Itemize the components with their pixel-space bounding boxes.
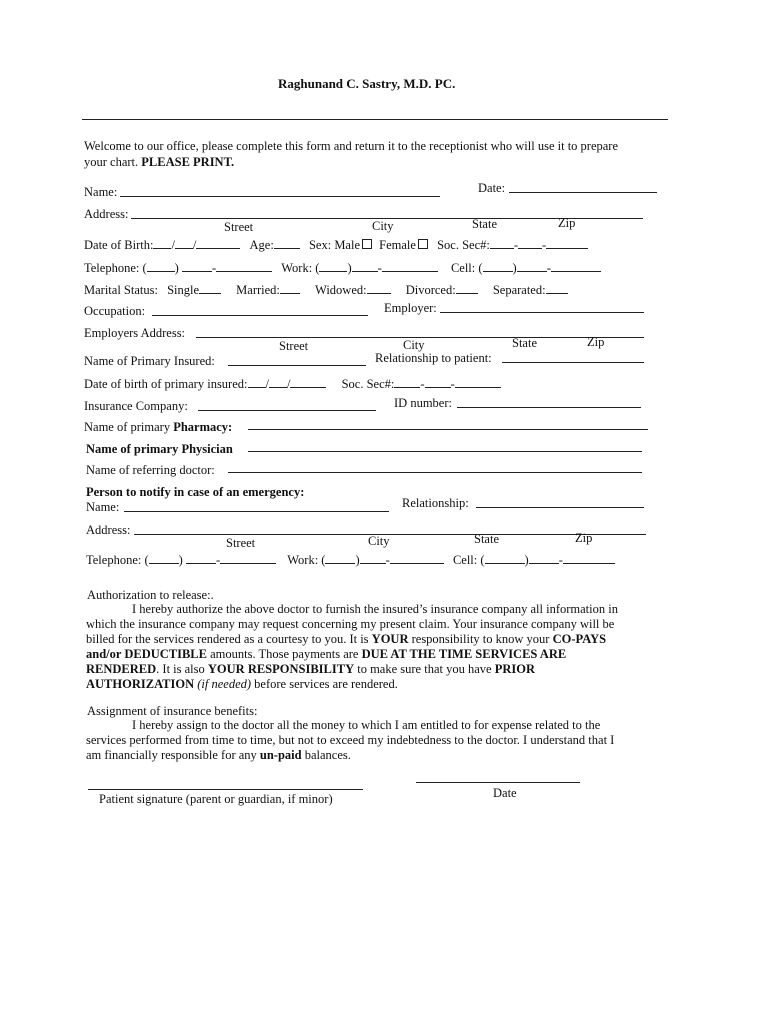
emergency-relationship-label: Relationship: xyxy=(402,496,469,510)
age-field[interactable] xyxy=(274,237,300,249)
pharmacy-label: Name of primary Pharmacy: xyxy=(84,420,233,434)
emp-street-caption: Street xyxy=(279,339,309,353)
assignment-text xyxy=(86,718,671,763)
emergency-address-label: Address: xyxy=(86,523,131,537)
id-number-field[interactable] xyxy=(457,407,641,408)
assign-line: am financially responsible for any un-paid balances. xyxy=(86,748,351,762)
male-checkbox[interactable] xyxy=(362,239,372,249)
cell-prefix-field[interactable] xyxy=(517,260,547,272)
address-label: Address: xyxy=(84,207,129,221)
referring-field[interactable] xyxy=(228,472,642,473)
dob-primary-day-field[interactable] xyxy=(269,376,287,388)
header-divider xyxy=(82,119,668,120)
emp-zip-caption: Zip xyxy=(587,335,605,349)
em-cell-prefix-field[interactable] xyxy=(529,552,559,564)
primary-insured-field[interactable] xyxy=(228,365,366,366)
em-work-prefix-field[interactable] xyxy=(360,552,386,564)
em-phone-prefix-field[interactable] xyxy=(186,552,216,564)
auth-line: RENDERED. It is also YOUR RESPONSIBILITY to make sure that you have PRIOR xyxy=(86,662,535,676)
em-phone-line-field[interactable] xyxy=(220,552,276,564)
relationship-patient-label: Relationship to patient: xyxy=(375,351,492,365)
emp-state-caption: State xyxy=(512,336,537,350)
dob-primary-year-field[interactable] xyxy=(290,376,326,388)
assign-line: I hereby assign to the doctor all the money to which I am entitled to for expense related to the xyxy=(132,718,601,732)
insurance-company-label: Insurance Company: xyxy=(84,399,188,413)
em-work-line-field[interactable] xyxy=(390,552,444,564)
em-city-caption: City xyxy=(368,534,390,548)
em-street-caption: Street xyxy=(226,536,256,550)
auth-line: billed for the services rendered as a courtesy to you. It is YOUR responsibility to know your CO-PAYS xyxy=(86,632,607,646)
dob-month-field[interactable] xyxy=(153,237,171,249)
primary-ssn-part3-field[interactable] xyxy=(455,376,501,388)
primary-insured-label: Name of Primary Insured: xyxy=(84,354,215,368)
zip-caption: Zip xyxy=(558,216,576,230)
referring-label: Name of referring doctor: xyxy=(86,463,215,477)
employer-field[interactable] xyxy=(440,312,644,313)
em-phone-area-field[interactable] xyxy=(149,552,179,564)
patient-signature-label: Patient signature (parent or guardian, if minor) xyxy=(99,792,333,806)
emergency-heading: Person to notify in case of an emergency: xyxy=(86,485,305,499)
work-area-field[interactable] xyxy=(319,260,347,272)
street-caption: Street xyxy=(224,220,254,234)
physician-label: Name of primary Physician xyxy=(86,442,233,456)
name-field[interactable] xyxy=(120,196,440,197)
signature-date-field[interactable] xyxy=(416,782,580,783)
assignment-heading: Assignment of insurance benefits: xyxy=(87,704,258,718)
marital-row: Marital Status: Single Married: Widowed: Divorced: Separated: xyxy=(84,282,568,297)
patient-signature-field[interactable] xyxy=(88,789,363,790)
work-line-field[interactable] xyxy=(382,260,438,272)
separated-field[interactable] xyxy=(546,282,568,294)
dob-row: Date of Birth: / / Age: Sex: Male Female Soc. Sec#: - - xyxy=(84,237,588,252)
insurance-company-field[interactable] xyxy=(198,410,376,411)
auth-line: I hereby authorize the above doctor to furnish the insured’s insurance company all information in xyxy=(132,602,618,616)
dob-day-field[interactable] xyxy=(175,237,193,249)
primary-ssn-part1-field[interactable] xyxy=(394,376,420,388)
divorced-field[interactable] xyxy=(456,282,478,294)
state-caption: State xyxy=(472,217,497,231)
emergency-address-field[interactable] xyxy=(134,534,646,535)
pharmacy-field[interactable] xyxy=(248,429,648,430)
cell-area-field[interactable] xyxy=(483,260,513,272)
cell-line-field[interactable] xyxy=(551,260,601,272)
widowed-field[interactable] xyxy=(367,282,391,294)
single-field[interactable] xyxy=(199,282,221,294)
occupation-label: Occupation: xyxy=(84,304,146,318)
occupation-field[interactable] xyxy=(152,315,368,316)
emp-city-caption: City xyxy=(403,338,425,352)
name-label: Name: xyxy=(84,185,118,199)
date-field[interactable] xyxy=(509,192,657,193)
em-zip-caption: Zip xyxy=(575,531,593,545)
em-cell-area-field[interactable] xyxy=(485,552,525,564)
page-title: Raghunand C. Sastry, M.D. PC. xyxy=(278,76,456,91)
phone-line-field[interactable] xyxy=(216,260,272,272)
intro-line-2: your chart. PLEASE PRINT. xyxy=(84,155,235,169)
emergency-telephone-row: Telephone: ( ) - Work: ( ) - Cell: ( ) - xyxy=(86,552,615,567)
phone-area-field[interactable] xyxy=(147,260,175,272)
dob-primary-month-field[interactable] xyxy=(248,376,266,388)
ssn-part3-field[interactable] xyxy=(546,237,588,249)
id-number-label: ID number: xyxy=(394,396,452,410)
phone-prefix-field[interactable] xyxy=(182,260,212,272)
employer-label: Employer: xyxy=(384,301,437,315)
auth-line: and/or DEDUCTIBLE amounts. Those payments are DUE AT THE TIME SERVICES ARE xyxy=(86,647,567,661)
physician-field[interactable] xyxy=(248,451,642,452)
ssn-part2-field[interactable] xyxy=(518,237,542,249)
primary-ssn-part2-field[interactable] xyxy=(425,376,451,388)
ssn-part1-field[interactable] xyxy=(490,237,514,249)
married-field[interactable] xyxy=(280,282,300,294)
female-checkbox[interactable] xyxy=(418,239,428,249)
authorization-text xyxy=(86,602,671,692)
dob-primary-row: Date of birth of primary insured: / / Soc. Sec#: - - xyxy=(84,376,501,391)
telephone-row: Telephone: ( ) - Work: ( ) - Cell: ( ) - xyxy=(84,260,601,275)
auth-line: AUTHORIZATION (if needed) before services are rendered. xyxy=(86,677,398,691)
emergency-name-label: Name: xyxy=(86,500,120,514)
auth-line: which the insurance company may request concerning my present claim. Your insurance company will be xyxy=(86,617,615,631)
em-state-caption: State xyxy=(474,532,499,546)
assign-line: services performed from time to time, but not to exceed my indebtedness to the doctor. I understand that I xyxy=(86,733,615,747)
date-label: Date: xyxy=(478,181,506,195)
emergency-name-field[interactable] xyxy=(124,511,389,512)
intro-line-1: Welcome to our office, please complete this form and return it to the receptionist who will use it to prepare xyxy=(84,139,619,153)
work-prefix-field[interactable] xyxy=(352,260,378,272)
authorization-heading: Authorization to release:. xyxy=(87,588,214,602)
city-caption: City xyxy=(372,219,394,233)
em-cell-line-field[interactable] xyxy=(563,552,615,564)
em-work-area-field[interactable] xyxy=(325,552,355,564)
dob-year-field[interactable] xyxy=(196,237,240,249)
emergency-relationship-field[interactable] xyxy=(476,507,644,508)
employers-address-label: Employers Address: xyxy=(84,326,186,340)
relationship-patient-field[interactable] xyxy=(502,362,644,363)
signature-date-label: Date xyxy=(493,786,517,800)
